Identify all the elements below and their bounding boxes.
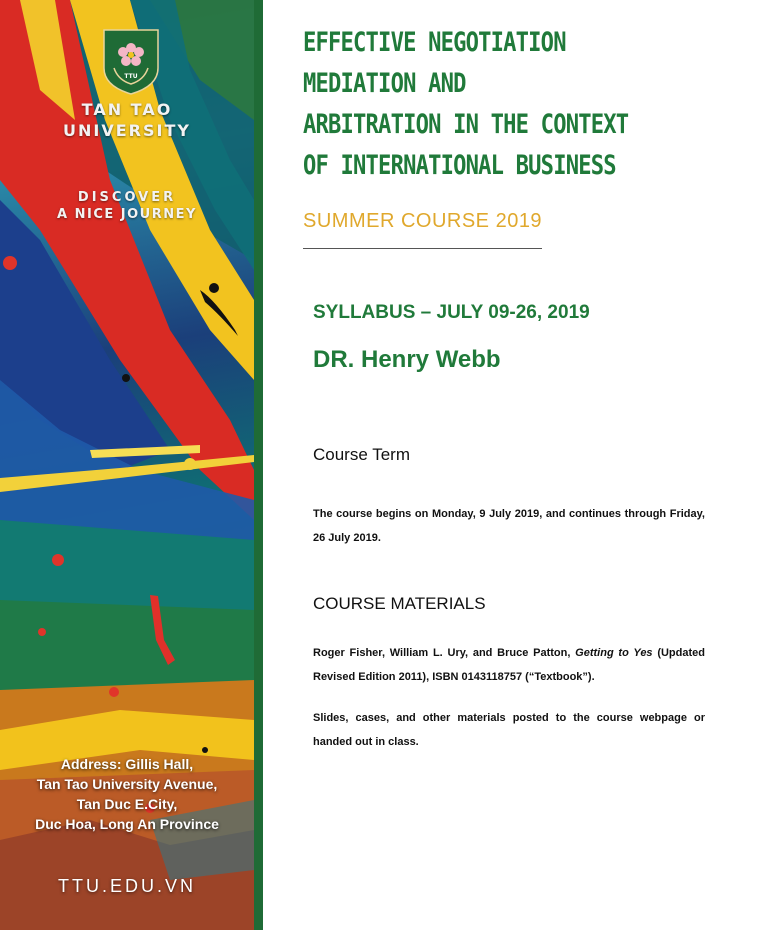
slogan-line2: A NICE JOURNEY (57, 207, 197, 222)
address-line: Tan Tao University Avenue, (36, 776, 218, 792)
logo-text: TTU (124, 73, 138, 80)
course-materials-heading: COURSE MATERIALS (313, 594, 486, 613)
cover-art-panel (0, 0, 254, 930)
course-title-line1: EFFECTIVE NEGOTIATION (303, 27, 566, 58)
course-title-line3: ARBITRATION IN THE CONTEXT (303, 109, 629, 140)
green-divider-stripe (254, 0, 263, 930)
title-divider (303, 248, 542, 249)
instructor-name: DR. Henry Webb (313, 346, 501, 373)
address-line: Tan Duc E.City, (76, 796, 178, 812)
brand-name-line1: TAN TAO (81, 100, 173, 119)
address-line: Duc Hoa, Long An Province (35, 816, 219, 832)
course-title-line2: MEDIATION AND (303, 68, 466, 99)
address-line: Address: Gillis Hall, (60, 756, 194, 772)
textbook-details: (Updated Revised Edition 2011), ISBN 0143118757 (“Textbook”). (313, 647, 705, 683)
textbook-title: Getting to Yes (575, 647, 653, 659)
textbook-reference (313, 641, 705, 689)
syllabus-heading: SYLLABUS – JULY 09-26, 2019 (313, 302, 590, 323)
course-subtitle: SUMMER COURSE 2019 (303, 210, 543, 232)
website-url: TTU.EDU.VN (58, 876, 196, 896)
course-title-line4: OF INTERNATIONAL BUSINESS (303, 150, 616, 181)
course-term-text: The course begins on Monday, 9 July 2019, and continues through Friday, 26 July 2019. (313, 508, 705, 544)
slogan-line1: DISCOVER (77, 190, 177, 205)
university-logo (100, 28, 162, 96)
shield-logo-icon (100, 28, 162, 96)
textbook-authors: Roger Fisher, William L. Ury, and Bruce Patton, (313, 647, 576, 659)
course-term-heading: Course Term (313, 445, 410, 464)
address-block (0, 754, 254, 834)
other-materials-text: Slides, cases, and other materials posted to the course webpage or handed out in class. (313, 712, 705, 748)
brand-name-line2: UNIVERSITY (63, 121, 191, 140)
